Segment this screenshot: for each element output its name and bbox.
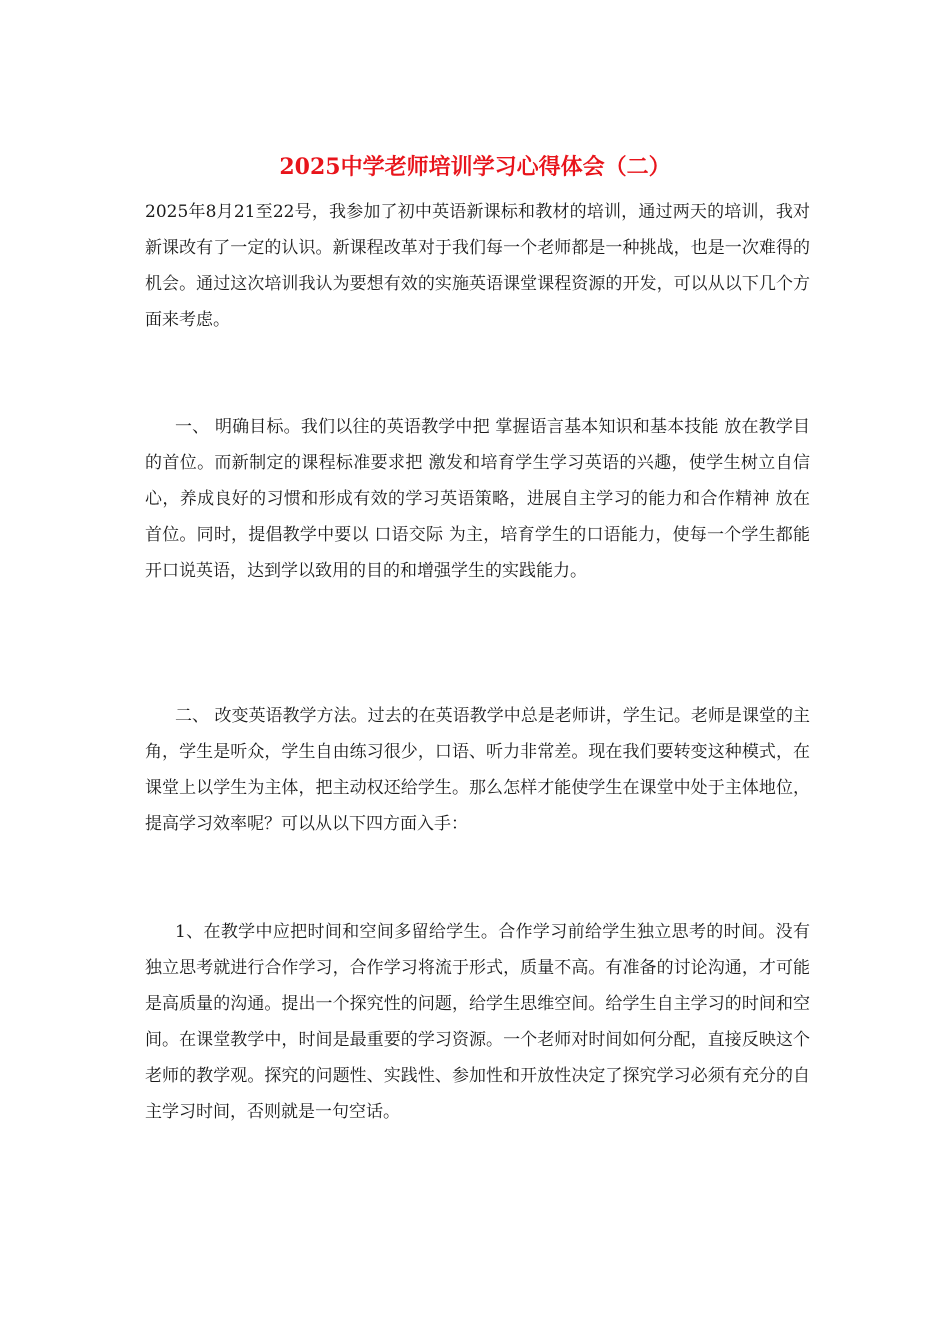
paragraph-intro: 2025年8月21至22号，我参加了初中英语新课标和教材的培训，通过两天的培训，我对新课改有了一定的认识。新课程改革对于我们每一个老师都是一种挑战，也是一次难得的机会。通过这次培训我认为要想有效的实施英语课堂课程资源的开发，可以从以下几个方面来考虑。	[145, 202, 810, 330]
paragraph-item-one: 1、在教学中应把时间和空间多留给学生。合作学习前给学生独立思考的时间。没有独立思考就进行合作学习，合作学习将流于形式，质量不高。有准备的讨论沟通，才可能是高质量的沟通。提出一个探究性的问题，给学生思维空间。给学生自主学习的时间和空间。在课堂教学中，时间是最重要的学习资源。一个老师对时间如何分配，直接反映这个老师的教学观。探究的问题性、实践性、参加性和开放性决定了探究学习必须有充分的自主学习时间，否则就是一句空话。	[145, 922, 810, 1122]
document-title: 2025中学老师培训学习心得体会（二）	[279, 154, 671, 180]
paragraph-section-two: 二、 改变英语教学方法。过去的在英语教学中总是老师讲，学生记。老师是课堂的主角，学生是听众，学生自由练习很少，口语、听力非常差。现在我们要转变这种模式，在课堂上以学生为主体，把主动权还给学生。那么怎样才能使学生在课堂中处于主体地位，提高学习效率呢？可以从以下四方面入手：	[145, 706, 810, 834]
paragraph-section-one: 一、 明确目标。我们以往的英语教学中把 掌握语言基本知识和基本技能 放在教学目的首位。而新制定的课程标准要求把 激发和培育学生学习英语的兴趣，使学生树立自信心，养成良好的习惯和形成有效的学习英语策略，进展自主学习的能力和合作精神 放在首位。同时，提倡教学中要以 口语交际 为主，培育学生的口语能力，使每一个学生都能开口说英语，达到学以致用的目的和增强学生的实践能力。	[145, 417, 810, 581]
